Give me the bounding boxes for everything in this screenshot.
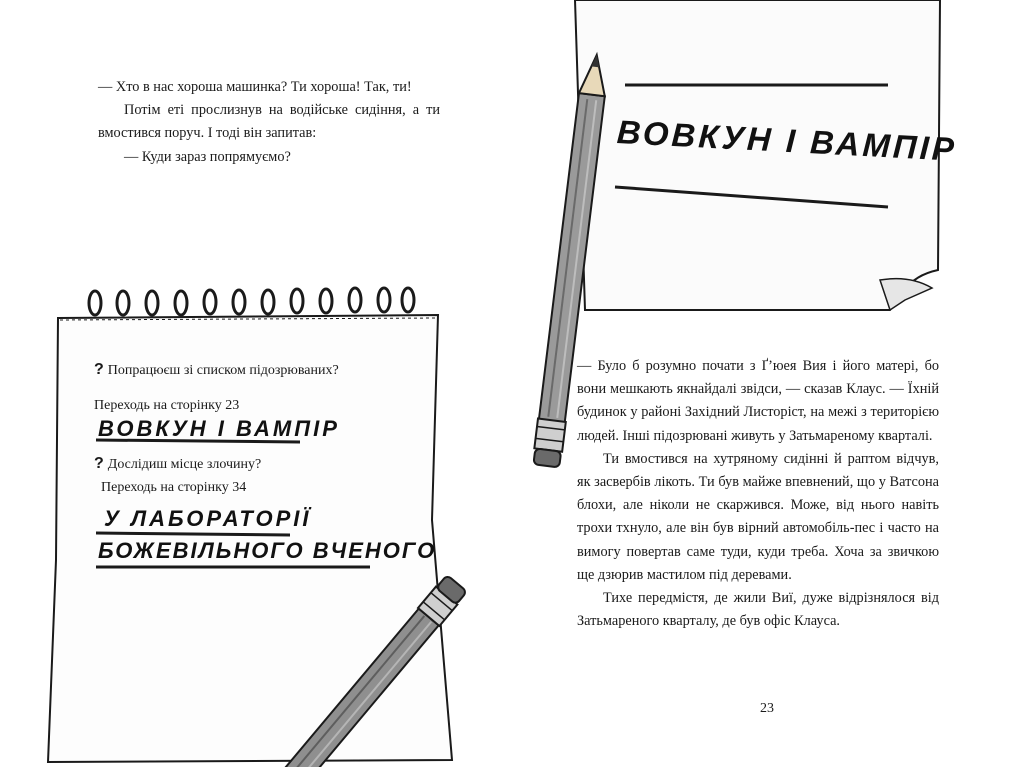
- card-title: ВОВКУН І ВАМПІР: [616, 113, 958, 168]
- paragraph: — Хто в нас хороша машинка? Ти хороша! Так, ти!: [98, 79, 412, 95]
- option-question: ? Попрацюєш зі списком підозрюваних?: [94, 361, 339, 378]
- paragraph: Потім еті прослизнув на водійське сидіння, а ти вмостився поруч. І тоді він запитав:: [98, 102, 440, 142]
- option-question: ? Дослідиш місце злочину?: [94, 455, 262, 472]
- option-title: БОЖЕВІЛЬНОГО ВЧЕНОГО: [98, 538, 437, 563]
- paragraph: Ти вмостився на хутряному сидінні й раптом відчув, як засвербів лікоть. Ти був майже впевнений, що у Ватсона блохи, але ніколи не скаржився. Може, від нього навіть трохи тхнуло, але він був вірний автомобіль-пес і часто на вимогу повертав саме туди, куди треба. Хоча за звичкою ще дзюрив мастилом під деревами.: [577, 450, 939, 583]
- option-goto: Переходь на сторінку 23: [94, 398, 240, 413]
- paragraph: Тихе передмістя, де жили Виї, дуже відрізнялося від Затьмареного кварталу, де був офіс Клауса.: [577, 590, 939, 630]
- page-number: 23: [760, 701, 774, 716]
- paragraph: — Куди зараз попрямуємо?: [124, 148, 291, 165]
- option-title: У ЛАБОРАТОРІЇ: [104, 506, 312, 531]
- right-page-text: [577, 355, 939, 633]
- question-mark: ?: [94, 455, 104, 472]
- question-mark: ?: [94, 361, 104, 378]
- paragraph: — Було б розумно почати з Ґ’юея Вия і його матері, бо вони мешкають якнайдалі звідси, — сказав Клаус. — Їхній будинок у районі Західний Листоріст, на межі з територією людей. Інші підозрювані живуть у Затьмареному кварталі.: [577, 358, 939, 444]
- option-title: ВОВКУН І ВАМПІР: [98, 416, 340, 441]
- option-goto: Переходь на сторінку 34: [101, 480, 247, 495]
